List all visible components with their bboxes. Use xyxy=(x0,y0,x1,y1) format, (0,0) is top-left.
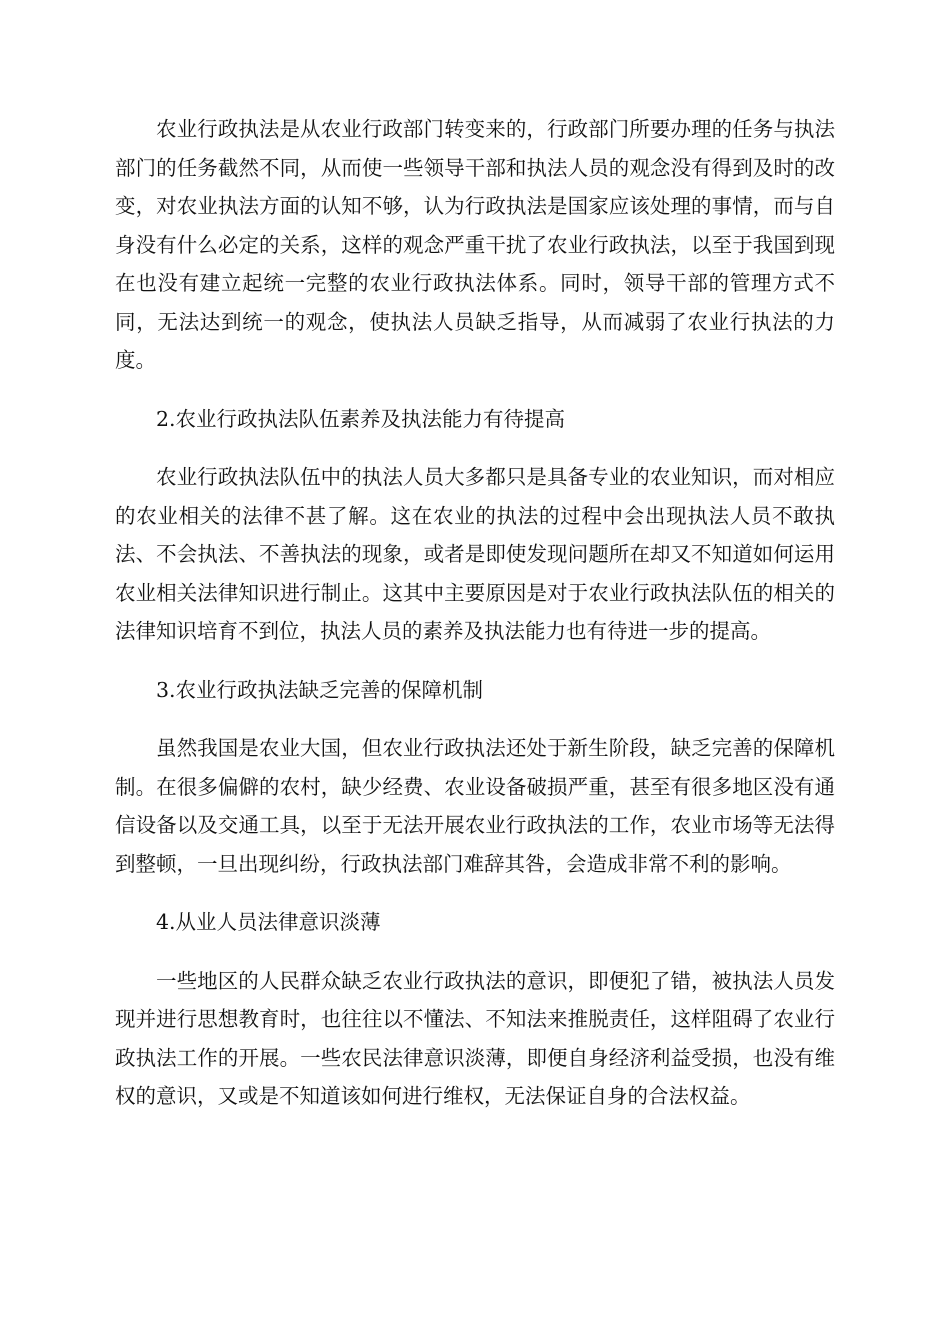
paragraph-legal-awareness: 一些地区的人民群众缺乏农业行政执法的意识，即便犯了错，被执法人员发现并进行思想教育时，也往往以不懂法、不知法来推脱责任，这样阻碍了农业行政执法工作的开展。一些农民法律意识淡薄，即便自身经济利益受损，也没有维权的意识，又或是不知道该如何进行维权，无法保证自身的合法权益。 xyxy=(115,968,835,1108)
paragraph-team-quality: 农业行政执法队伍中的执法人员大多都只是具备专业的农业知识，而对相应的农业相关的法律不甚了解。这在农业的执法的过程中会出现执法人员不敢执法、不会执法、不善执法的现象，或者是即使发现问题所在却又不知道如何运用农业相关法律知识进行制止。这其中主要原因是对于农业行政执法队伍的相关的法律知识培育不到位，执法人员的素养及执法能力也有待进一步的提高。 xyxy=(115,465,835,643)
section-heading-3: 3.农业行政执法缺乏完善的保障机制 xyxy=(156,677,484,702)
paragraph-law-enforcement-origin: 农业行政执法是从农业行政部门转变来的，行政部门所要办理的任务与执法部门的任务截然不同，从而使一些领导干部和执法人员的观念没有得到及时的改变，对农业执法方面的认知不够，认为行政执法是国家应该处理的事情，而与自身没有什么必定的关系，这样的观念严重干扰了农业行政执法，以至于我国到现在也没有建立起统一完整的农业行政执法体系。同时，领导干部的管理方式不同，无法达到统一的观念，使执法人员缺乏指导，从而减弱了农业行执法的力度。 xyxy=(115,117,835,372)
section-heading-2: 2.农业行政执法队伍素养及执法能力有待提高 xyxy=(156,406,566,431)
paragraph-guarantee-mechanism: 虽然我国是农业大国，但农业行政执法还处于新生阶段，缺乏完善的保障机制。在很多偏僻的农村，缺少经费、农业设备破损严重，甚至有很多地区没有通信设备以及交通工具，以至于无法开展农业行政执法的工作，农业市场等无法得到整顿，一旦出现纠纷，行政执法部门难辞其咎，会造成非常不利的影响。 xyxy=(115,736,835,876)
section-heading-4: 4.从业人员法律意识淡薄 xyxy=(156,910,381,934)
document-body xyxy=(115,110,835,1136)
